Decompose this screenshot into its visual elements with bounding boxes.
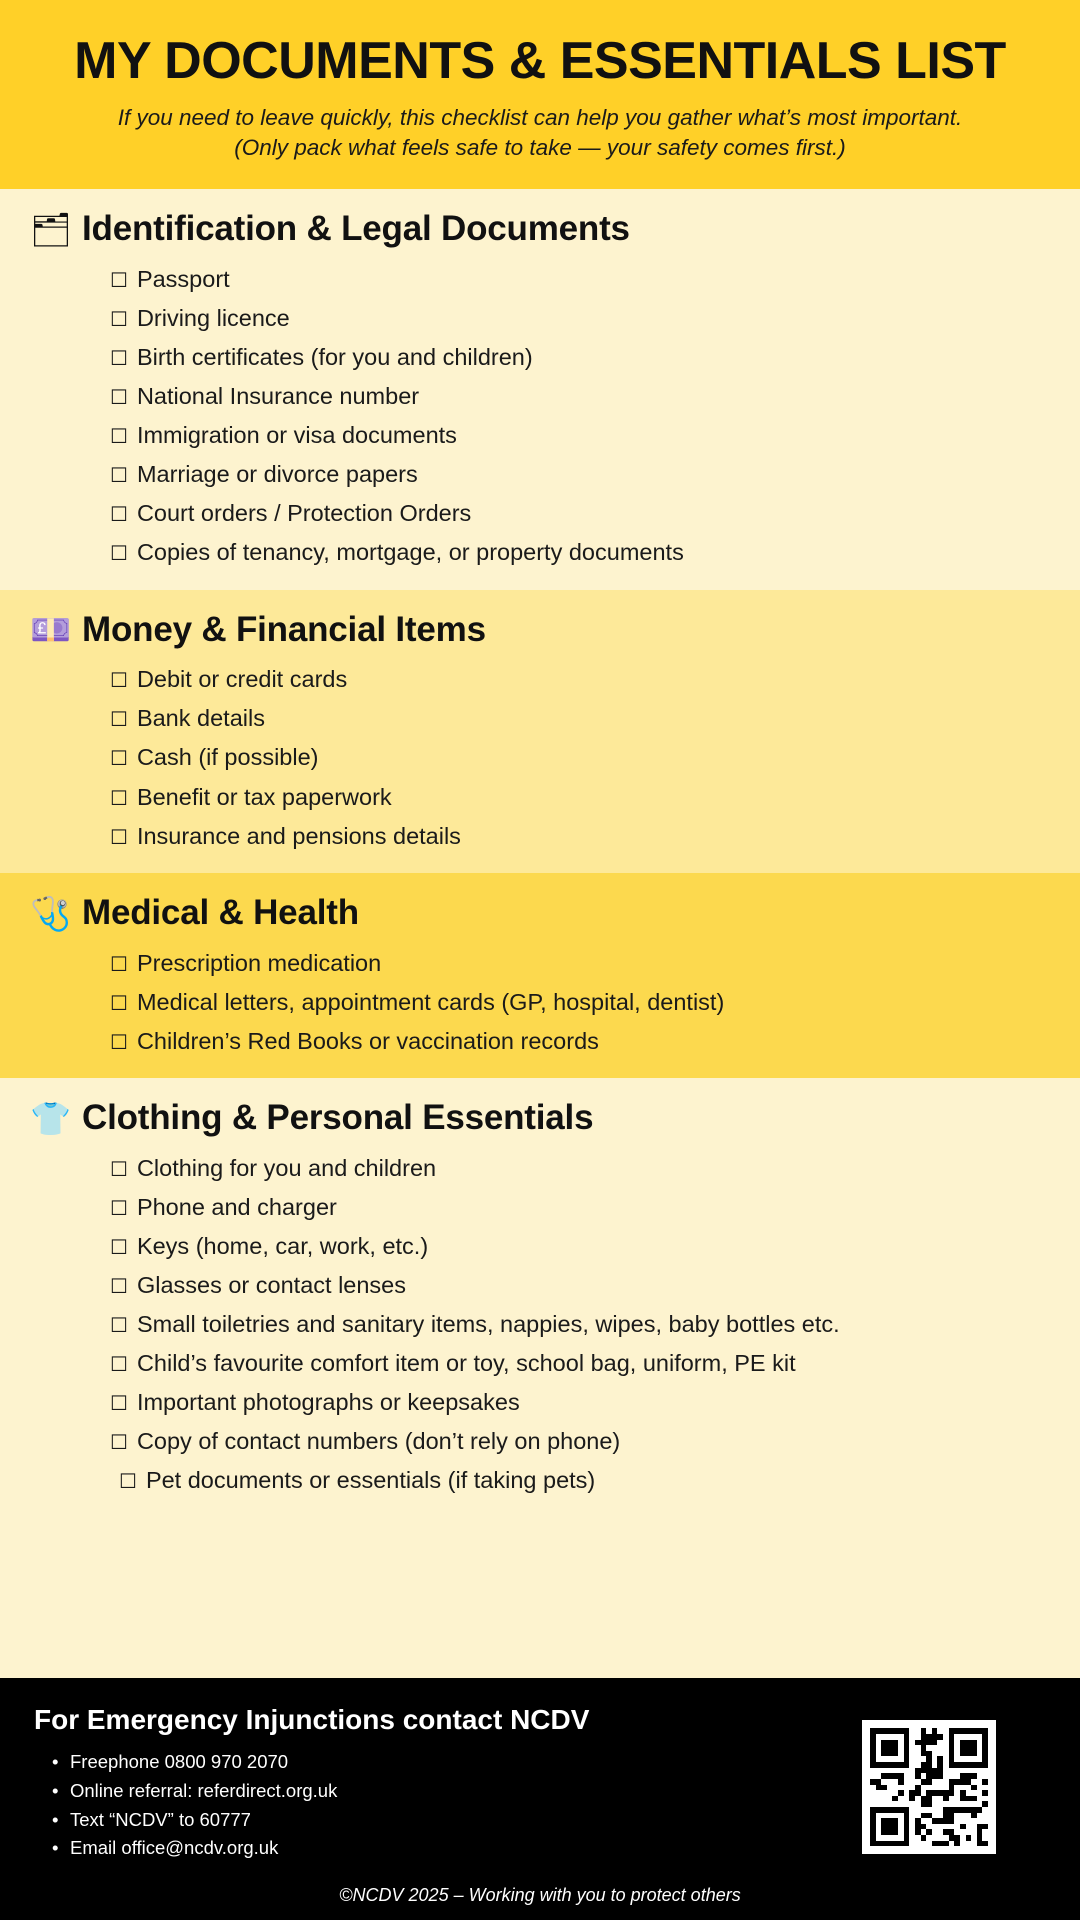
list-item-label: Children’s Red Books or vaccination records [136,1027,599,1054]
list-item[interactable] [110,298,1050,337]
checklist-sections [0,189,1080,1678]
list-item-label: Benefit or tax paperwork [136,783,392,810]
list-item[interactable] [110,337,1050,376]
stethoscope-icon: 🩺 [30,894,72,932]
footer-copyright: ©NCDV 2025 – Working with you to protect others [339,1885,741,1905]
list-item: • Freephone 0800 970 2070 [48,1748,1050,1777]
clipboard-icon: 🗂 [30,210,72,248]
list-item[interactable] [110,1305,1050,1344]
list-item-label: Glasses or contact lenses [136,1272,407,1299]
list-item[interactable] [110,1383,1050,1422]
section-title: Medical & Health [82,893,359,933]
list-item[interactable]: • Online referral: referdirect.org.uk [48,1777,1050,1806]
checkbox-icon[interactable]: ☐ [110,543,128,566]
section-header [30,610,1050,650]
checkbox-icon[interactable]: ☐ [110,387,128,410]
list-item[interactable] [110,259,1050,298]
money-icon: 💷 [30,611,72,649]
checkbox-icon[interactable]: ☐ [110,465,128,488]
section-identification [0,189,1080,590]
footer-title: For Emergency Injunctions contact NCDV [34,1704,590,1736]
section-medical [0,873,1080,1078]
checkbox-icon[interactable]: ☐ [110,826,128,849]
tshirt-icon: 👕 [30,1099,72,1137]
list-item[interactable] [110,1021,1050,1060]
checkbox-icon[interactable]: ☐ [110,308,128,331]
list-item[interactable] [110,1266,1050,1305]
section-header [30,1098,1050,1138]
list-item-label: Passport [136,265,230,292]
checkbox-icon[interactable]: ☐ [119,1471,137,1494]
list-item-label: Marriage or divorce papers [136,461,418,488]
checkbox-icon[interactable]: ☐ [110,1158,128,1181]
list-item-label: Small toiletries and sanitary items, nappies, wipes, baby bottles etc. [136,1311,840,1338]
list-item-label: Bank details [136,705,265,732]
list-item[interactable] [110,1226,1050,1265]
list-item-label: Birth certificates (for you and children) [136,343,533,370]
checkbox-icon[interactable]: ☐ [110,1276,128,1299]
list-item-label: Immigration or visa documents [136,422,457,449]
list-item[interactable] [110,1461,1050,1500]
list-item[interactable] [110,1422,1050,1461]
list-item-label: National Insurance number [136,383,420,410]
list-item[interactable] [110,738,1050,777]
checkbox-icon[interactable]: ☐ [110,1354,128,1377]
list-item[interactable] [110,416,1050,455]
checkbox-icon[interactable]: ☐ [110,787,128,810]
list-item[interactable] [110,816,1050,855]
page-title: MY DOCUMENTS & ESSENTIALS LIST [74,32,1006,90]
checkbox-icon[interactable]: ☐ [110,709,128,732]
checkbox-icon[interactable]: ☐ [110,269,128,292]
checklist-items [30,1148,1050,1500]
section-title: Money & Financial Items [82,609,486,649]
list-item[interactable] [110,377,1050,416]
section-header [30,893,1050,933]
checkbox-icon[interactable]: ☐ [110,953,128,976]
list-item-label: Insurance and pensions details [136,822,461,849]
list-item[interactable] [110,1148,1050,1187]
subtitle-line-1: If you need to leave quickly, this checklist can help you gather what’s most important. [117,104,963,130]
list-item-label: Medical letters, appointment cards (GP, hospital, dentist) [136,988,725,1015]
checkbox-icon[interactable]: ☐ [110,1393,128,1416]
list-item[interactable] [110,1344,1050,1383]
checkbox-icon[interactable]: ☐ [110,1236,128,1259]
list-item: • Text “NCDV” to 60777 [48,1806,1050,1835]
list-item[interactable] [110,455,1050,494]
list-item-label: Prescription medication [136,949,382,976]
checkbox-icon[interactable]: ☐ [110,992,128,1015]
checklist-items [30,259,1050,572]
checkbox-icon[interactable]: ☐ [110,670,128,693]
list-item-label: Pet documents or essentials (if taking pets) [145,1467,596,1494]
list-item[interactable] [110,982,1050,1021]
checklist-items [30,660,1050,855]
list-item-label: Phone and charger [136,1193,337,1220]
list-item-label: Keys (home, car, work, etc.) [136,1232,429,1259]
list-item-label: Important photographs or keepsakes [136,1389,520,1416]
list-item-label: Child’s favourite comfort item or toy, school bag, uniform, PE kit [136,1350,796,1377]
list-item[interactable] [110,533,1050,572]
list-item-label: Driving licence [136,304,290,331]
checkbox-icon[interactable]: ☐ [110,748,128,771]
list-item-label: Clothing for you and children [136,1154,437,1181]
list-item[interactable] [110,660,1050,699]
qr-code[interactable] [862,1720,996,1854]
checkbox-icon[interactable]: ☐ [110,347,128,370]
list-item[interactable]: • Email office@ncdv.org.uk [48,1834,1050,1863]
checkbox-icon[interactable]: ☐ [110,1197,128,1220]
list-item-label: Copies of tenancy, mortgage, or property documents [136,539,684,566]
list-item[interactable] [110,494,1050,533]
list-item-label: Court orders / Protection Orders [136,500,472,527]
list-item[interactable] [110,943,1050,982]
list-item[interactable] [110,1187,1050,1226]
checkbox-icon[interactable]: ☐ [110,426,128,449]
checkbox-icon[interactable]: ☐ [110,1315,128,1338]
section-money [0,590,1080,873]
list-item-label: Cash (if possible) [136,744,319,771]
checkbox-icon[interactable]: ☐ [110,1432,128,1455]
section-title: Identification & Legal Documents [82,209,630,249]
section-header [30,209,1050,249]
list-item-label: Copy of contact numbers (don’t rely on phone) [136,1428,621,1455]
section-title: Clothing & Personal Essentials [82,1098,594,1138]
checklist-items [30,943,1050,1060]
list-item-label: Debit or credit cards [136,666,348,693]
checkbox-icon[interactable]: ☐ [110,1031,128,1054]
list-item[interactable] [110,777,1050,816]
list-item[interactable] [110,699,1050,738]
subtitle-line-2: (Only pack what feels safe to take — your safety comes first.) [234,134,846,160]
page-subtitle [30,103,1050,164]
checkbox-icon[interactable]: ☐ [110,504,128,527]
section-clothing [0,1078,1080,1518]
page-header [0,0,1080,189]
page-footer [0,1678,1080,1920]
